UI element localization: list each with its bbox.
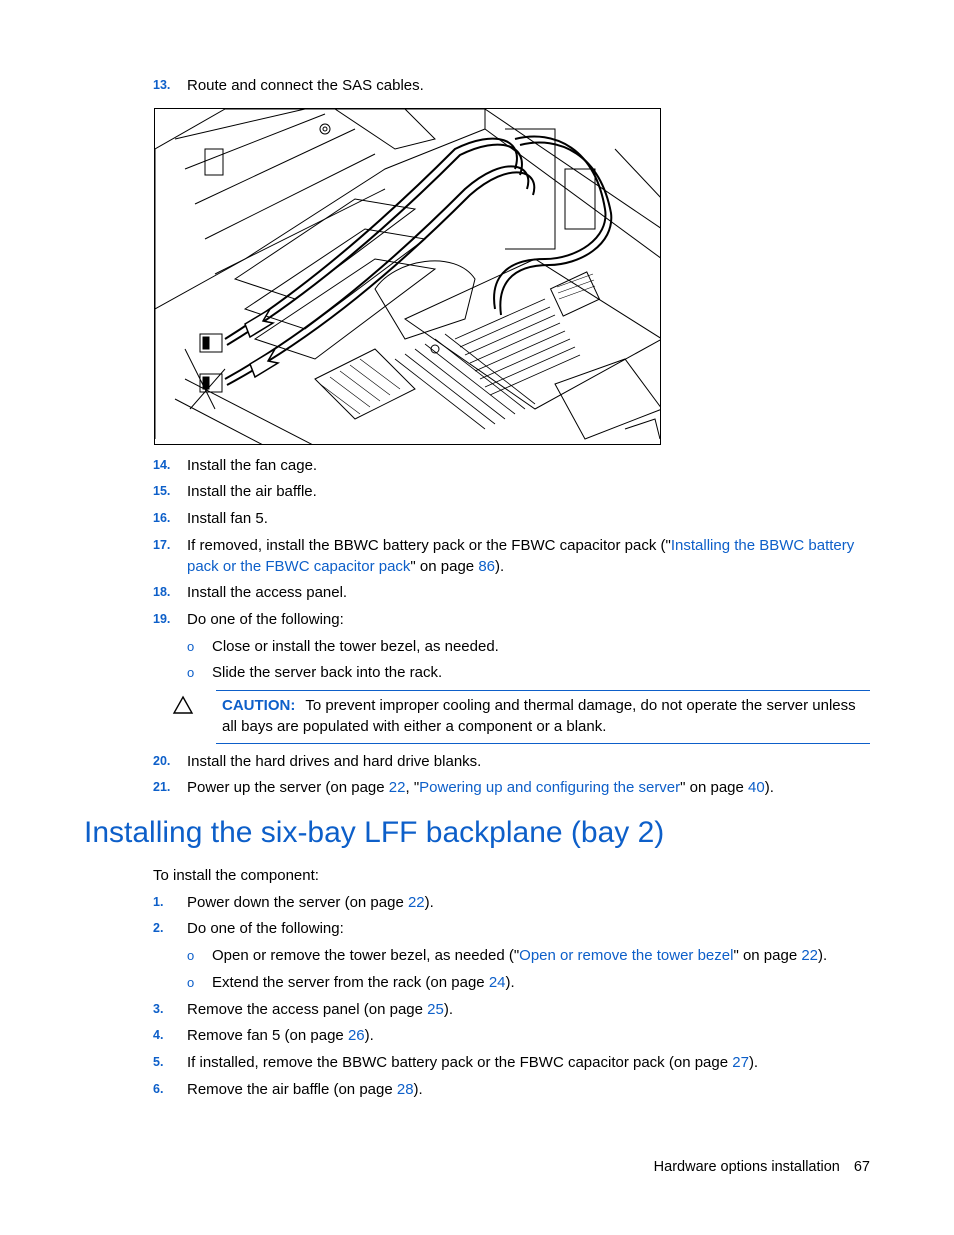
section-heading: Installing the six-bay LFF backplane (bay 2) [84, 816, 665, 849]
step-text-part: Open or remove the tower bezel, as needed (" [212, 947, 520, 964]
step-text-part: , " [405, 779, 420, 796]
step-number: 18. [153, 585, 171, 599]
step-text-part: ). [424, 894, 434, 911]
page-ref-link[interactable]: 86 [478, 558, 495, 575]
step-text-part: Remove fan 5 (on page [187, 1027, 348, 1044]
step-text: Install the fan cage. [187, 457, 318, 474]
page-ref-link[interactable]: 25 [427, 1001, 444, 1018]
bullet-marker: o [187, 975, 195, 990]
step-number: 15. [153, 484, 171, 498]
step-text-part: ). [748, 1054, 759, 1071]
step-number: 16. [153, 511, 171, 525]
step-text [187, 1079, 871, 1100]
page-ref-link[interactable]: 22 [388, 779, 406, 796]
step-text-part: " on page [733, 947, 802, 964]
step-number: 2. [153, 921, 164, 935]
step-text-part: Remove the access panel (on page [187, 1001, 428, 1018]
sas-cable-illustration [154, 108, 661, 445]
step-text-part: Extend the server from the rack (on page [212, 974, 489, 991]
step-number: 21. [153, 780, 171, 794]
step-text-part: ). [364, 1027, 374, 1044]
caution-box [216, 690, 870, 744]
page-ref-link[interactable]: 22 [801, 947, 819, 964]
footer-page-number: 67 [853, 1159, 870, 1175]
step-text [187, 535, 871, 577]
step-text-part: ). [495, 558, 505, 575]
step-text-part: " on page [680, 779, 749, 796]
step-number: 17. [153, 538, 171, 552]
step-text: Install the access panel. [187, 584, 348, 601]
bullet-marker: o [187, 948, 195, 963]
step-text [187, 1025, 871, 1046]
caution-text [222, 695, 870, 737]
bullet-marker: o [187, 665, 195, 680]
step-text-part: ). [505, 974, 515, 991]
step-text-part: ). [818, 947, 828, 964]
bullet-text: Slide the server back into the rack. [212, 664, 443, 681]
step-number: 20. [153, 754, 171, 768]
caution-label: CAUTION: [222, 697, 296, 714]
step-number: 6. [153, 1082, 164, 1096]
step-text-part: Power up the server (on page [187, 779, 389, 796]
page-ref-link[interactable]: 26 [347, 1027, 365, 1044]
step-number: 3. [153, 1002, 164, 1016]
page-footer [654, 1159, 870, 1175]
installing-bbwc-link[interactable]: Installing the BBWC battery pack or the FBWC capacitor pack [187, 537, 855, 575]
step-text-part: ). [413, 1081, 423, 1098]
step-text-part: Remove the air baffle (on page [187, 1081, 397, 1098]
bullet-text [212, 945, 872, 966]
step-number: 5. [153, 1055, 164, 1069]
step-number: 19. [153, 612, 171, 626]
page-ref-link[interactable]: 28 [396, 1081, 414, 1098]
step-text: Do one of the following: [187, 611, 344, 628]
step-number: 13. [153, 78, 171, 92]
open-tower-bezel-link[interactable]: Open or remove the tower bezel [519, 947, 734, 964]
page-ref-link[interactable]: 22 [407, 894, 425, 911]
step-text [187, 1052, 871, 1073]
section-intro: To install the component: [153, 867, 319, 884]
step-text [187, 999, 871, 1020]
step-text-part: If installed, remove the BBWC battery pack or the FBWC capacitor pack (on page [187, 1054, 733, 1071]
step-number: 1. [153, 895, 164, 909]
bullet-text: Close or install the tower bezel, as needed. [212, 638, 499, 655]
step-number: 14. [153, 458, 171, 472]
footer-title: Hardware options installation [653, 1159, 840, 1175]
step-number: 4. [153, 1028, 164, 1042]
step-text: Do one of the following: [187, 920, 344, 937]
step-text: Install fan 5. [187, 510, 268, 527]
step-text [187, 892, 871, 913]
page-ref-link[interactable]: 40 [748, 779, 765, 796]
page-ref-link[interactable]: 24 [488, 974, 506, 991]
step-text-part: ). [764, 779, 774, 796]
step-text [187, 777, 871, 798]
bullet-marker: o [187, 639, 195, 654]
step-text: Route and connect the SAS cables. [187, 77, 424, 94]
step-text: Install the hard drives and hard drive blanks. [187, 753, 482, 770]
step-text-part: Power down the server (on page [187, 894, 408, 911]
caution-triangle-icon [172, 695, 194, 715]
powering-up-link[interactable]: Powering up and configuring the server [419, 779, 681, 796]
step-text-part: " on page [410, 558, 479, 575]
page-ref-link[interactable]: 27 [732, 1054, 749, 1071]
bullet-text [212, 972, 872, 993]
step-text-part: ). [443, 1001, 454, 1018]
step-text-part: If removed, install the BBWC battery pack or the FBWC capacitor pack (" [187, 537, 671, 554]
caution-message: To prevent improper cooling and thermal damage, do not operate the server unless all bays are populated with either a component or a blank. [222, 697, 856, 735]
step-text: Install the air baffle. [187, 483, 317, 500]
